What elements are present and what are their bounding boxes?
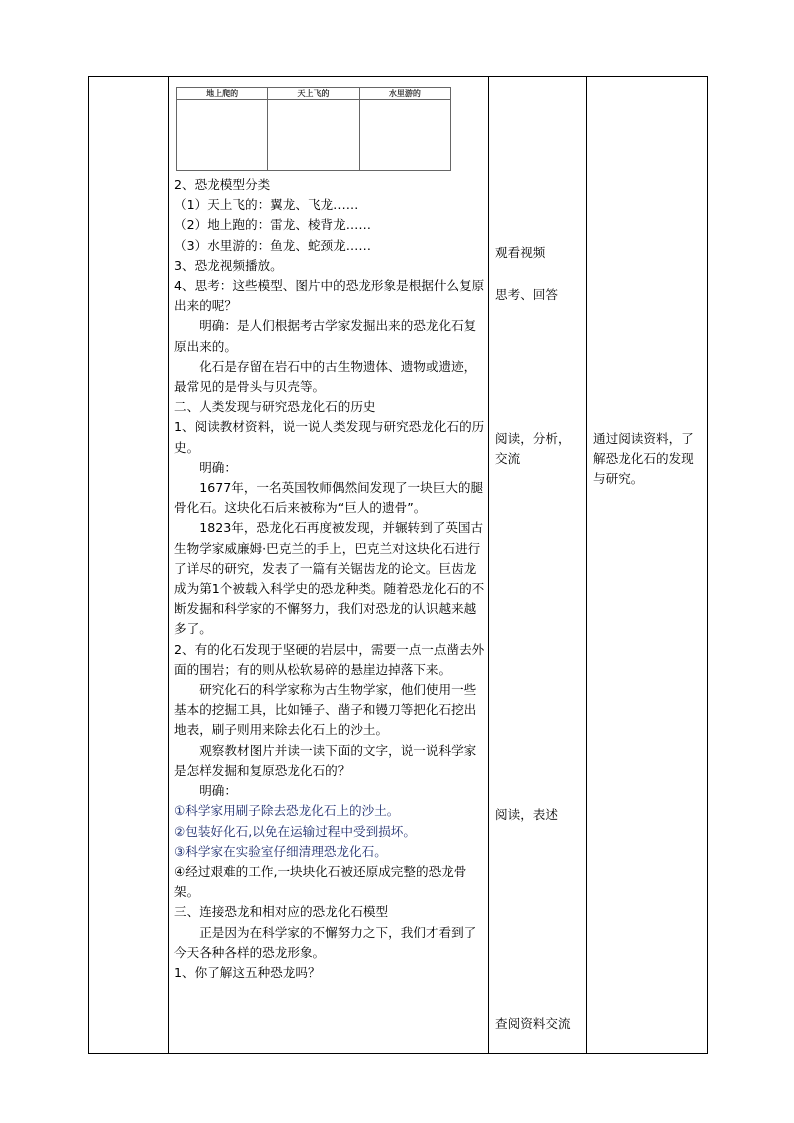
table-row	[89, 77, 708, 1054]
content-line: 4、思考：这些模型、图片中的恐龙形象是根据什么复原出来的呢？	[174, 278, 485, 314]
table-row	[177, 88, 451, 100]
content-line: 正是因为在科学家的不懈努力之下，我们才看到了今天各种各样的恐龙形象。	[174, 924, 477, 960]
lesson-plan-table	[88, 76, 708, 1054]
content-line: ②包装好化石,以免在运输过程中受到损坏。	[174, 823, 416, 839]
content-line: （3）水里游的：鱼龙、蛇颈龙……	[174, 237, 371, 253]
content-line: （2）地上跑的：雷龙、棱背龙……	[174, 217, 371, 233]
student-activity: 观看视频	[495, 245, 546, 260]
content-line: 1823年，恐龙化石再度被发现，并辗转到了英国古生物学家威廉姆·巴克兰的手上，巴克兰对这块化石进行了详尽的研究，发表了一篇有关锯齿龙的论文。巨齿龙成为第1个被载入科学史的恐龙种类。随着恐龙化石的不断发掘和科学家的不懈努力，我们对恐龙的认识越来越多了。	[174, 520, 485, 637]
teaching-content-cell	[169, 77, 489, 1054]
table-header-cell: 地上爬的	[177, 88, 268, 100]
content-line: 明确：是人们根据考古学家发掘出来的恐龙化石复原出来的。	[174, 318, 477, 354]
teaching-content	[174, 87, 486, 983]
table-header-cell: 水里游的	[359, 88, 450, 100]
content-line: ①科学家用刷子除去恐龙化石上的沙土。	[174, 803, 400, 819]
content-line: 明确：	[199, 459, 237, 475]
content-line: 化石是存留在岩石中的古生物遗体、遗物或遗迹，最常见的是骨头与贝壳等。	[174, 358, 477, 395]
content-line: （1）天上飞的：翼龙、飞龙……	[174, 197, 359, 213]
content-line: 2、有的化石发现于坚硬的岩层中，需要一点一点凿去外面的围岩；有的则从松软易碎的悬崖边掉落下来。	[174, 641, 485, 677]
table-row	[177, 100, 451, 171]
student-activity: 思考、回答	[495, 287, 558, 302]
student-activity: 查阅资料交流	[495, 1016, 571, 1031]
table-cell	[177, 100, 268, 171]
content-line: ④经过艰难的工作,一块块化石被还原成完整的恐龙骨架。	[174, 863, 467, 900]
design-intent-cell	[587, 77, 708, 1054]
content-line: 研究化石的科学家称为古生物学家，他们使用一些基本的挖掘工具，比如锤子、凿子和镘刀等把化石挖出地表，刷子则用来除去化石上的沙土。	[174, 682, 477, 738]
section-heading: 二、人类发现与研究恐龙化石的历史	[174, 399, 376, 415]
content-line: 明确：	[199, 783, 237, 799]
student-activity-cell	[489, 77, 587, 1054]
table-cell	[268, 100, 359, 171]
content-line: ③科学家在实验室仔细清理恐龙化石。	[174, 843, 387, 859]
content-line: 1、你了解这五种恐龙吗？	[174, 964, 321, 980]
content-line: 观察教材图片并读一读下面的文字，说一说科学家是怎样发掘和复原恐龙化石的？	[174, 742, 477, 778]
student-activity: 阅读，分析，交流	[495, 431, 571, 467]
content-line: 1677年，一名英国牧师偶然间发现了一块巨大的腿骨化石。这块化石后来被称为“巨人的遗骨”。	[174, 480, 484, 516]
content-line: 2、恐龙模型分类	[174, 177, 271, 192]
content-line: 1、阅读教材资料，说一说人类发现与研究恐龙化石的历史。	[174, 419, 485, 455]
section-heading: 三、连接恐龙和相对应的恐龙化石模型	[174, 904, 389, 920]
table-header-cell: 天上飞的	[268, 88, 359, 100]
student-activity: 阅读，表述	[495, 807, 558, 822]
empty-column-cell	[89, 77, 169, 1054]
design-intent: 通过阅读资料，了解恐龙化石的发现与研究。	[593, 431, 694, 487]
table-cell	[359, 100, 450, 171]
classification-table	[176, 87, 451, 171]
content-line: 3、恐龙视频播放。	[174, 257, 283, 273]
